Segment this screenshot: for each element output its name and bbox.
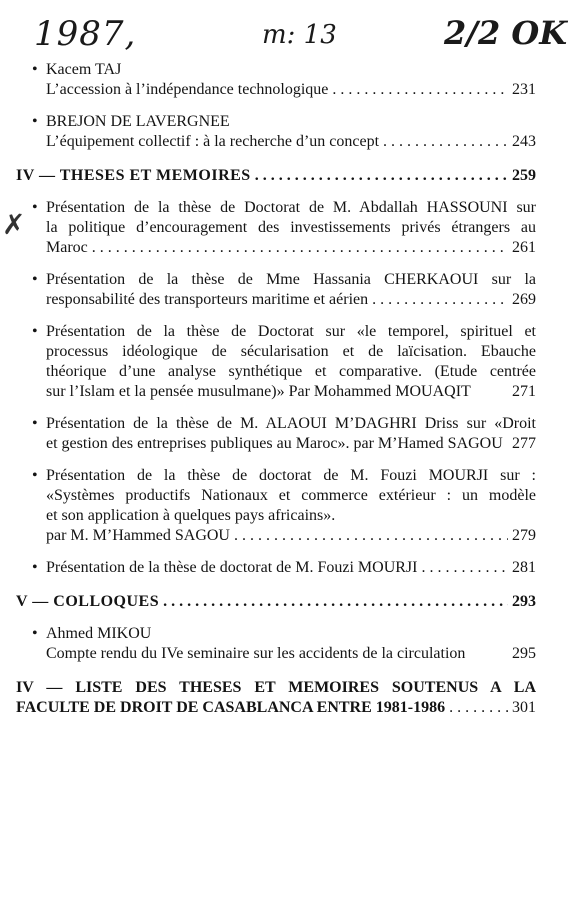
dot-leader	[421, 558, 508, 578]
toc-entry	[16, 558, 536, 578]
entry-text-line: responsabilité des transporteurs maritime et aérien	[46, 291, 369, 308]
handwritten-pages: 2/2 OK	[444, 14, 568, 52]
entry-text-line: «Systèmes productifs Nationaux et commerce extérieur : un modèle	[46, 487, 536, 504]
entry-text-line: et gestion des entreprises publiques au Maroc». par M’Hamed SAGOU	[46, 435, 503, 452]
toc-entry	[16, 60, 536, 100]
toc-entry	[16, 466, 536, 546]
table-of-contents	[16, 60, 536, 718]
final-section	[16, 678, 536, 718]
dot-leader	[163, 592, 508, 612]
entry-author: Kacem TAJ	[46, 61, 122, 78]
entry-text-line: Présentation de la thèse de doctorat de M. Fouzi MOURJI sur :	[46, 467, 536, 484]
entry-author: Ahmed MIKOU	[46, 625, 152, 642]
entry-title: L’équipement collectif : à la recherche d’un concept	[46, 133, 380, 150]
entry-text-line: et son application à quelques pays africains».	[46, 507, 336, 524]
entry-author: BREJON DE LAVERGNEE	[46, 113, 230, 130]
final-heading-line: IV — LISTE DES THESES ET MEMOIRES SOUTENUS A LA	[16, 679, 536, 696]
page-number: 271	[512, 383, 536, 400]
page-number: 277	[512, 435, 536, 452]
final-heading-line: FACULTE DE DROIT DE CASABLANCA ENTRE 1981-1986	[16, 699, 446, 716]
toc-entry	[16, 322, 536, 402]
entry-text-line: Présentation de la thèse de Mme Hassania CHERKAOUI sur la	[46, 271, 536, 288]
bullet-icon: •	[32, 323, 38, 340]
entry-title: L’accession à l’indépendance technologique	[46, 81, 329, 98]
handwritten-number: m: 13	[262, 20, 337, 50]
bullet-icon: •	[32, 415, 38, 432]
dot-leader	[234, 526, 508, 546]
toc-entry	[16, 414, 536, 454]
page-number: 231	[512, 81, 536, 98]
page-number: 261	[512, 239, 536, 256]
bullet-icon: •	[32, 271, 38, 288]
dot-leader	[255, 166, 508, 186]
section-label: IV — THESES ET MEMOIRES	[16, 167, 251, 184]
page-number: 259	[512, 167, 536, 184]
dot-leader	[372, 290, 508, 310]
entry-text-line: Présentation de la thèse de Doctorat sur «le temporel, spirituel et	[46, 323, 536, 340]
dot-leader	[92, 238, 508, 258]
dot-leader	[332, 80, 508, 100]
entry-text-line: sur l’Islam et la pensée musulmane)» Par Mohammed MOUAQIT	[46, 383, 471, 400]
entry-text-line: processus idéologique de sécularisation et de laïcisation. Ebauche	[46, 343, 536, 360]
section-label: V — COLLOQUES	[16, 593, 160, 610]
page-number: 295	[512, 645, 536, 662]
dot-leader	[449, 698, 508, 718]
entry-text-line: théorique d’une analyse synthétique et comparative. (Etude centrée	[46, 363, 536, 380]
section-heading	[16, 166, 536, 186]
margin-mark-icon: ✗	[2, 208, 26, 241]
page-number: 269	[512, 291, 536, 308]
page-number: 279	[512, 527, 536, 544]
dot-leader	[383, 132, 508, 152]
bullet-icon: •	[32, 625, 38, 642]
section-heading	[16, 592, 536, 612]
page-number: 301	[512, 699, 536, 716]
page-number: 293	[512, 593, 536, 610]
bullet-icon: •	[32, 61, 38, 78]
toc-entry	[16, 624, 536, 664]
bullet-icon: •	[32, 199, 38, 216]
entry-text-line: Présentation de la thèse de Doctorat de M. Abdallah HASSOUNI sur	[46, 199, 536, 216]
entry-title: Compte rendu du IVe seminaire sur les accidents de la circulation	[46, 645, 466, 662]
toc-entry	[16, 270, 536, 310]
toc-entry	[16, 112, 536, 152]
entry-text-line: la politique d’encouragement des investissements privés étrangers au	[46, 219, 536, 236]
bullet-icon: •	[32, 113, 38, 130]
handwritten-year: 1987,	[34, 14, 137, 54]
page-number: 243	[512, 133, 536, 150]
bullet-icon: •	[32, 467, 38, 484]
bullet-icon: •	[32, 559, 38, 576]
entry-text-line: Présentation de la thèse de M. ALAOUI M’DAGHRI Driss sur «Droit	[46, 415, 536, 432]
toc-entry	[16, 198, 536, 258]
entry-text-line: par M. M’Hammed SAGOU	[46, 527, 230, 544]
entry-text-line: Maroc	[46, 239, 88, 256]
entry-text-line: Présentation de la thèse de doctorat de M. Fouzi MOURJI	[46, 559, 418, 576]
page-number: 281	[512, 559, 536, 576]
